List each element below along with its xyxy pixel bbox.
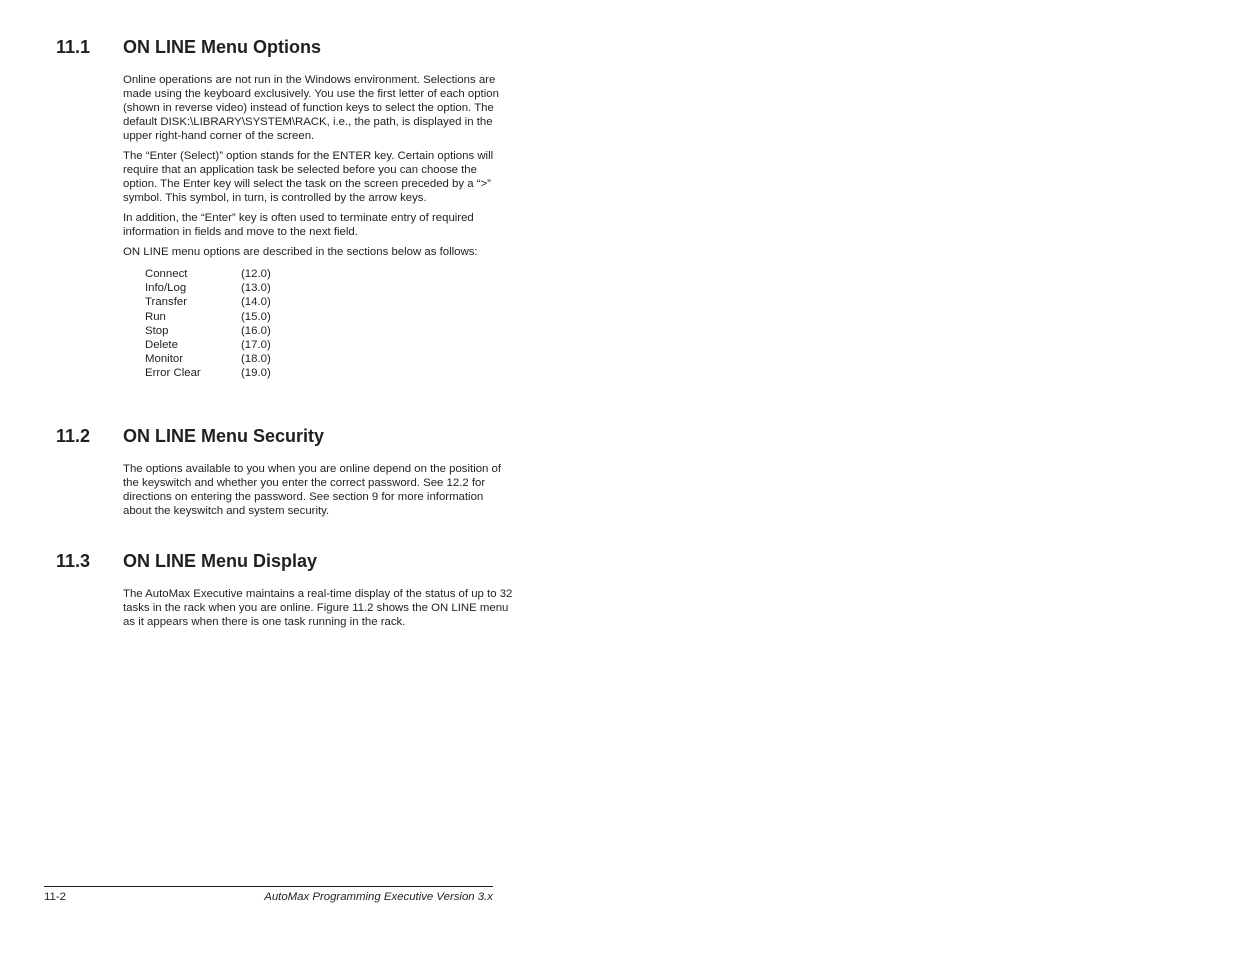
section-11-1: [56, 37, 516, 381]
list-item: [145, 310, 513, 324]
section-title: ON LINE Menu Security: [123, 426, 325, 446]
section-number: 11.3: [56, 551, 91, 571]
section-title: ON LINE Menu Options: [123, 37, 321, 57]
footer-page-number: 11-2: [44, 891, 66, 903]
section-heading: [56, 426, 516, 450]
option-label: Run: [145, 310, 166, 323]
option-reference: (17.0): [241, 339, 271, 352]
footer-title: AutoMax Programming Executive Version 3.x: [264, 891, 493, 903]
list-item: [145, 324, 513, 338]
option-label: Info/Log: [145, 282, 187, 295]
paragraph: In addition, the “Enter” key is often used to terminate entry of required information in fields and move to the next field.: [123, 212, 474, 238]
option-label: Monitor: [145, 353, 183, 366]
list-item: [145, 267, 513, 281]
option-reference: (12.0): [241, 268, 271, 280]
section-body: [123, 587, 513, 629]
option-reference: (13.0): [241, 282, 271, 295]
section-heading: [56, 37, 516, 61]
paragraph: ON LINE menu options are described in the sections below as follows:: [123, 246, 478, 258]
section-heading: [56, 551, 516, 575]
list-item: [145, 281, 513, 295]
option-reference: (16.0): [241, 324, 271, 337]
list-item: [145, 338, 513, 352]
option-reference: (19.0): [241, 367, 271, 380]
option-label: Delete: [145, 339, 178, 352]
list-item: [145, 366, 513, 380]
section-number: 11.1: [56, 37, 91, 57]
paragraph: The AutoMax Executive maintains a real-time display of the status of up to 32 tasks in the rack when you are online. Figure 11.2 shows the ON LINE menu as it appears when there is one task running in the rack.: [123, 588, 513, 628]
footer-divider: [44, 886, 493, 887]
option-label: Error Clear: [145, 367, 201, 380]
option-reference: (14.0): [241, 296, 271, 309]
section-title: ON LINE Menu Display: [123, 551, 318, 571]
paragraph: Online operations are not run in the Windows environment. Selections are made using the keyboard exclusively. You use the first letter of each option (shown in reverse video) instead of function keys to select the option. The default DISK:\LIBRARY\SYSTEM\RACK, i.e., the path, is displayed in the upper right-hand corner of the screen.: [123, 74, 499, 142]
list-item: [145, 352, 513, 366]
option-label: Stop: [145, 324, 169, 337]
option-reference: (18.0): [241, 353, 271, 366]
section-11-2: [56, 426, 516, 524]
option-reference: (15.0): [241, 310, 271, 323]
section-body: [123, 73, 513, 381]
section-11-3: [56, 551, 516, 635]
paragraph: The “Enter (Select)” option stands for the ENTER key. Certain options will require that an application task be selected before you can choose the option. The Enter key will select the task on the screen preceded by a “>” symbol. This symbol, in turn, is controlled by the arrow keys.: [123, 150, 494, 204]
option-label: Connect: [145, 268, 188, 280]
list-item: [145, 295, 513, 309]
option-label: Transfer: [145, 296, 187, 309]
section-number: 11.2: [56, 426, 91, 446]
section-body: [123, 462, 513, 518]
paragraph: The options available to you when you are online depend on the position of the keyswitch and whether you enter the correct password. See 12.2 for directions on entering the password. See section 9 for more information about the keyswitch and system security.: [123, 463, 502, 517]
options-list: [145, 267, 513, 381]
